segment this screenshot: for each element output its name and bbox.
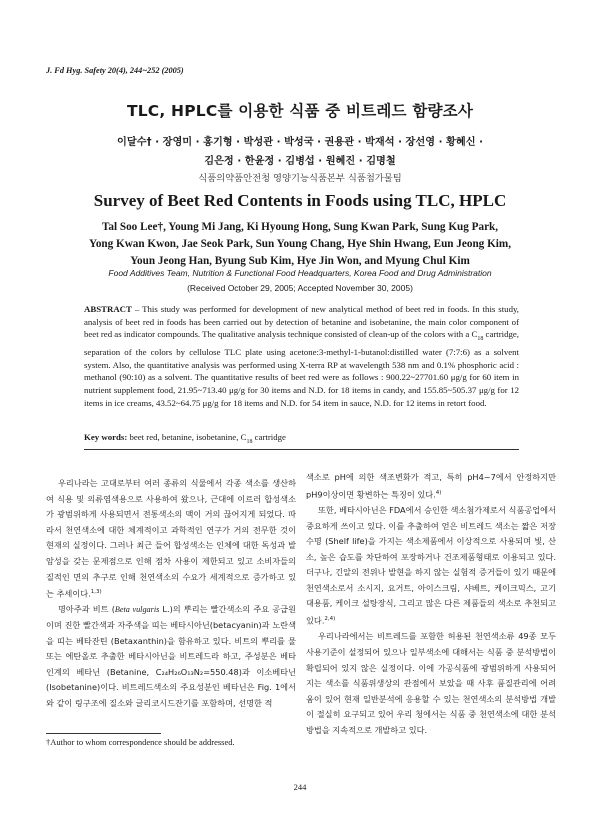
keywords-text-b: cartridge [252,432,286,442]
left-paragraph-1-text: 우리나라는 고대로부터 여러 종류의 식물에서 각종 색소를 생산하여 식용 및 의류염색용으로 사용하여 왔으나, 근대에 이르러 합성색소가 광범위하게 사용되면서 전통색소의 맥이 거의 끊어지게 되었다. 따라서 천연색소에 대한 체계적이고 과학적인 연구가 거의 전무한 것이 현재의 실정이다. 그러나 최근 들어 합성색소는 인체에 대한 독성과 발암성을 갖는 문제점으로 인해 점차 사용이 제한되고 있고 소비자들의 질적인 면의 추구로 인해 천연색소의 수요가 세계적으로 증가하고 있는 추세이다. [46,478,296,599]
abstract-text-b: cartridge, separation of the colors by cellulose TLC plate using acetone:3-methyl-1-butanol:distilled water (7:7:6) as a solvent system. Also, the quantitative analysis was performed using X-terra RP at wavelength 538 nm and 0.1% phosphoric acid : methanol (90:10) as a solvent. The quantitative results of beet red were as follows : 900.22~27701.60 μg/g for 60 item in nutrient supplement food, 21.95~713.40 μg/g for 30 items and N.D. for 18 items in candy, and 155.85~505.37 μg/g for 12 items in ice creams, 43.52~64.75 μg/g for 18 items and N.D. for 54 item in sauce, N.D. for 12 items in retort food. [84,329,519,408]
left-paragraph-2-text-a: 명아주과 비트 ( [58,604,115,615]
right-paragraph-2-ref: 2,4) [324,616,336,623]
left-paragraph-2-text-b: L.)의 뿌리는 빨간색소의 주요 공급원이며 진한 빨간색과 자주색을 띠는 베타시아닌(betacyanin)과 노란색을 띠는 베타잔틴 (Betaxanthin)을 함유하고 있다. 비트의 뿌리를 물 또는 에탄올로 추출한 베타시아닌을 비트레드라 하고, 주성분은 베타인계의 베타닌 (Betanine, C₂₄H₂₆O₁₃N₂=550.48)과 이소베타닌 (Isobetanine)이다. 비트레드색소의 주요성분인 베타닌은 Fig. 1에서와 같이 링구조에 질소와 글리코시드잔기를 포함하며, 선명한 적 [46,604,296,709]
keywords [84,432,519,445]
left-paragraph-1 [46,476,296,602]
keywords-text-a: beet red, betanine, isobetanine, C [127,432,247,442]
left-paragraph-2-species: Beta vulgaris [114,605,160,615]
abstract-label: ABSTRACT [84,304,132,314]
journal-citation: J. Fd Hyg. Safety 20(4), 244~252 (2005) [46,66,184,75]
korean-title: TLC, HPLC를 이용한 식품 중 비트레드 함량조사 [126,102,474,120]
left-paragraph-2 [46,602,296,711]
received-dates: (Received October 29, 2005; Accepted November 30, 2005) [187,283,413,293]
korean-affiliation: 식품의약품안전청 영양기능식품본부 식품첨가물팀 [198,173,402,184]
abstract [84,303,519,409]
footnote-divider [46,733,161,734]
right-paragraph-2 [306,503,556,629]
english-title: Survey of Beet Red Contents in Foods using TLC, HPLC [93,191,507,210]
keywords-divider [84,449,519,450]
korean-authors-line1: 이달수† · 장영미 · 홍기형 · 박성관 · 박성국 · 권용관 · 박재석 · 장선영 · 황혜신 · [117,137,483,148]
keywords-subscript: 18 [246,438,253,445]
english-authors-line3: Youn Jeong Han, Byung Sub Kim, Hye Jin Won, and Myung Chul Kim [130,255,470,268]
right-column [306,470,556,739]
right-paragraph-1 [306,470,556,503]
korean-authors-line2: 김은정 · 한윤정 · 김병섭 · 원혜진 · 김명철 [204,156,396,167]
english-affiliation: Food Additives Team, Nutrition & Functional Food Headquarters, Korea Food and Drug Administration [108,268,492,278]
right-paragraph-3: 우리나라에서는 비트레드를 포함한 허용된 천연색소류 49종 모두 사용기준이 설정되어 있으나 일부색소에 대해서는 식품 중 분석방법이 확립되어 있지 않은 실정이다. 이에 가공식품에 광범위하게 사용되어지는 색소를 식품위생상의 관점에서 보았을 때 사후 품질관리에 어려움이 있어 현재 일반분석에 응용할 수 있는 천연색소의 분석방법 개발이 절실히 요구되고 있어 우리 청에서는 식품 중 천연색소에 대한 분석방법을 지속적으로 개발하고 있다. [306,631,556,735]
abstract-subscript: 18 [477,336,484,343]
footnote: †Author to whom correspondence should be addressed. [46,737,235,747]
left-paragraph-1-ref: 1,3) [90,589,102,596]
english-authors [70,219,530,271]
page-number: 244 [293,782,307,792]
left-column [46,476,296,712]
english-authors-line1: Tal Soo Lee†, Young Mi Jang, Ki Hyoung Hong, Sung Kwan Park, Sung Kug Park, [101,221,499,233]
keywords-label: Key words: [84,432,128,442]
abstract-text-a: – This study was performed for development of new analytical method of beet red in foods. In this study, analysis of beet red in foods has been carried out by detection of betanine and isobetanine, the main color component of beet red as indicator compounds. The qualitative analysis technique consisted of clean-up of the colors with a C [84,304,519,340]
right-paragraph-2-text: 또한, 베타시아닌은 FDA에서 승인한 색소첨가제로서 식품공업에서 중요하게 쓰이고 있다. 이를 추출하여 얻은 비트레드 색소는 짧은 저장수명 (Shelf life)을 가지는 색소제품에서 이상적으로 사용되며 빛, 산소, 높은 습도를 차단하여 포장하거나 건조제품형태로 이용되고 있다. 더구나, 긴알의 전위나 발현을 하지 않는 실험적 증거들이 있기 때문에 천연색소로서 소시지, 요거트, 아이스크림, 샤베트, 케이크믹스, 고기대용품, 케이크 설탕장식, 그리고 많은 다른 제품들의 색소로 추천되고 있다. [306,504,556,626]
korean-authors [60,133,540,171]
right-paragraph-1-ref: 4) [435,489,442,496]
english-authors-line2: Yong Kwan Kwon, Jae Seok Park, Sun Young Chang, Hye Shin Hwang, Eun Jeong Kim, [88,238,511,251]
right-paragraph-1-text: 색소로 pH에 의한 색조변화가 적고, 특히 pH4~7에서 안정하지만 pH9이상이면 황변하는 특징이 있다. [306,472,556,500]
